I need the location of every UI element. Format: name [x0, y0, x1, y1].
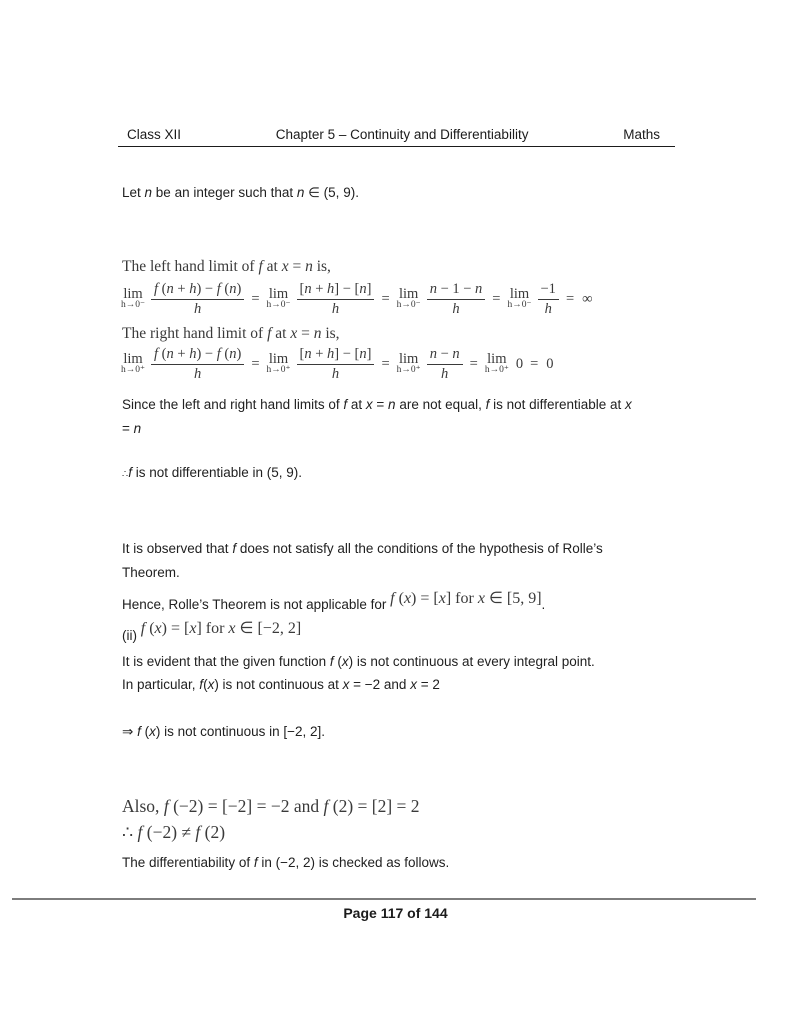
- fraction: [151, 346, 244, 382]
- fraction: [538, 281, 559, 317]
- denominator: h: [331, 300, 340, 317]
- fraction: [427, 346, 463, 382]
- lim-word: lim: [399, 286, 419, 303]
- lim-operator: [121, 287, 145, 311]
- lim-word: lim: [268, 351, 289, 368]
- equals-sign: =: [530, 355, 539, 372]
- fraction: [297, 281, 375, 317]
- lim-operator: [121, 352, 145, 376]
- since-line-2: = n: [122, 420, 142, 436]
- lim-word: lim: [509, 286, 530, 303]
- item-ii: [122, 618, 302, 643]
- paragraph-particular: In particular, f(x) is not continuous at x = −2 and x = 2: [122, 677, 440, 692]
- equation-left-limit: [121, 281, 592, 317]
- hence-period: .: [541, 597, 546, 612]
- fraction: [427, 281, 486, 317]
- denominator: h: [544, 300, 552, 317]
- footer-divider: [12, 898, 756, 900]
- numerator: [n + h] − [n]: [297, 281, 375, 300]
- header-subject: Maths: [623, 127, 660, 142]
- header-class: Class XII: [127, 127, 182, 142]
- lim-subscript: h→0⁺: [266, 365, 291, 376]
- equals-sign: =: [565, 290, 575, 307]
- fraction: [297, 346, 375, 382]
- paragraph-since: [122, 393, 678, 440]
- lim-word: lim: [399, 351, 419, 368]
- equals-sign: =: [251, 290, 260, 307]
- fraction: [151, 281, 244, 317]
- lim-word: lim: [268, 286, 289, 303]
- equals-sign: =: [492, 290, 501, 307]
- denominator: h: [194, 365, 202, 382]
- denominator: h: [331, 365, 340, 382]
- numerator: f (n + h) − f (n): [151, 281, 244, 300]
- lim-operator: [267, 287, 291, 311]
- lim-subscript: h→0⁺: [396, 365, 421, 376]
- numerator: f (n + h) − f (n): [151, 346, 244, 365]
- equation-right-limit: [121, 346, 554, 382]
- zero-value: 0: [515, 355, 524, 372]
- observed-line-1: It is observed that f does not satisfy all the conditions of the hypothesis of Rolle’s: [122, 541, 603, 556]
- equals-sign: =: [381, 290, 390, 307]
- lim-subscript: h→0⁻: [507, 300, 532, 311]
- right-limit-intro: The right hand limit of f at x = n is,: [122, 325, 340, 342]
- equals-sign: =: [469, 355, 478, 372]
- denominator: h: [194, 300, 202, 317]
- equals-sign: =: [381, 355, 390, 372]
- paragraph-therefore-not-differentiable: ∴f is not differentiable in (5, 9).: [122, 465, 303, 480]
- result-zero: 0: [546, 355, 554, 372]
- item-ii-label: (ii): [122, 628, 141, 643]
- hence-formula: f (x) = [x] for x ∈ [5, 9]: [390, 590, 542, 607]
- page-header: [118, 127, 675, 147]
- formula-also-values: Also, f (−2) = [−2] = −2 and f (2) = [2] = 2: [122, 796, 420, 816]
- paragraph-evident: It is evident that the given function f (x) is not continuous at every integral point.: [122, 654, 595, 669]
- paragraph-intro: Let n be an integer such that n ∈ (5, 9).: [122, 185, 359, 200]
- lim-subscript: h→0⁻: [266, 300, 291, 311]
- lim-subscript: h→0⁻: [121, 300, 146, 311]
- paragraph-hence: [122, 590, 546, 614]
- lim-operator: [267, 352, 291, 376]
- observed-line-2: Theorem.: [122, 564, 180, 580]
- lim-operator: [485, 352, 509, 376]
- equals-sign: =: [251, 355, 260, 372]
- page-number: Page 117 of 144: [343, 905, 448, 921]
- item-ii-formula: f (x) = [x] for x ∈ [−2, 2]: [140, 620, 302, 637]
- paragraph-differentiability-check: The differentiability of f in (−2, 2) is checked as follows.: [122, 855, 450, 870]
- result-infinity: ∞: [582, 290, 593, 307]
- lim-word: lim: [487, 351, 507, 368]
- lim-subscript: h→0⁺: [121, 365, 146, 376]
- since-line-1: Since the left and right hand limits of f at x = n are not equal, f is not differentiable at x: [122, 397, 632, 412]
- hence-text: Hence, Rolle’s Theorem is not applicable for: [122, 597, 391, 612]
- lim-operator: [507, 287, 531, 311]
- numerator: n − 1 − n: [427, 281, 486, 300]
- numerator: −1: [538, 281, 559, 300]
- left-limit-intro: The left hand limit of f at x = n is,: [122, 258, 331, 275]
- denominator: h: [452, 300, 460, 317]
- formula-therefore-not-equal: ∴ f (−2) ≠ f (2): [122, 822, 226, 842]
- lim-operator: [397, 287, 421, 311]
- lim-word: lim: [123, 286, 143, 303]
- paragraph-implies: ⇒ f (x) is not continuous in [−2, 2].: [122, 724, 326, 739]
- paragraph-observed: [122, 537, 678, 584]
- lim-subscript: h→0⁺: [484, 365, 509, 376]
- numerator: [n + h] − [n]: [297, 346, 375, 365]
- lim-subscript: h→0⁻: [396, 300, 421, 311]
- header-chapter: Chapter 5 – Continuity and Differentiability: [275, 127, 529, 142]
- lim-operator: [397, 352, 421, 376]
- numerator: n − n: [427, 346, 463, 365]
- lim-word: lim: [123, 351, 143, 368]
- denominator: h: [441, 365, 449, 382]
